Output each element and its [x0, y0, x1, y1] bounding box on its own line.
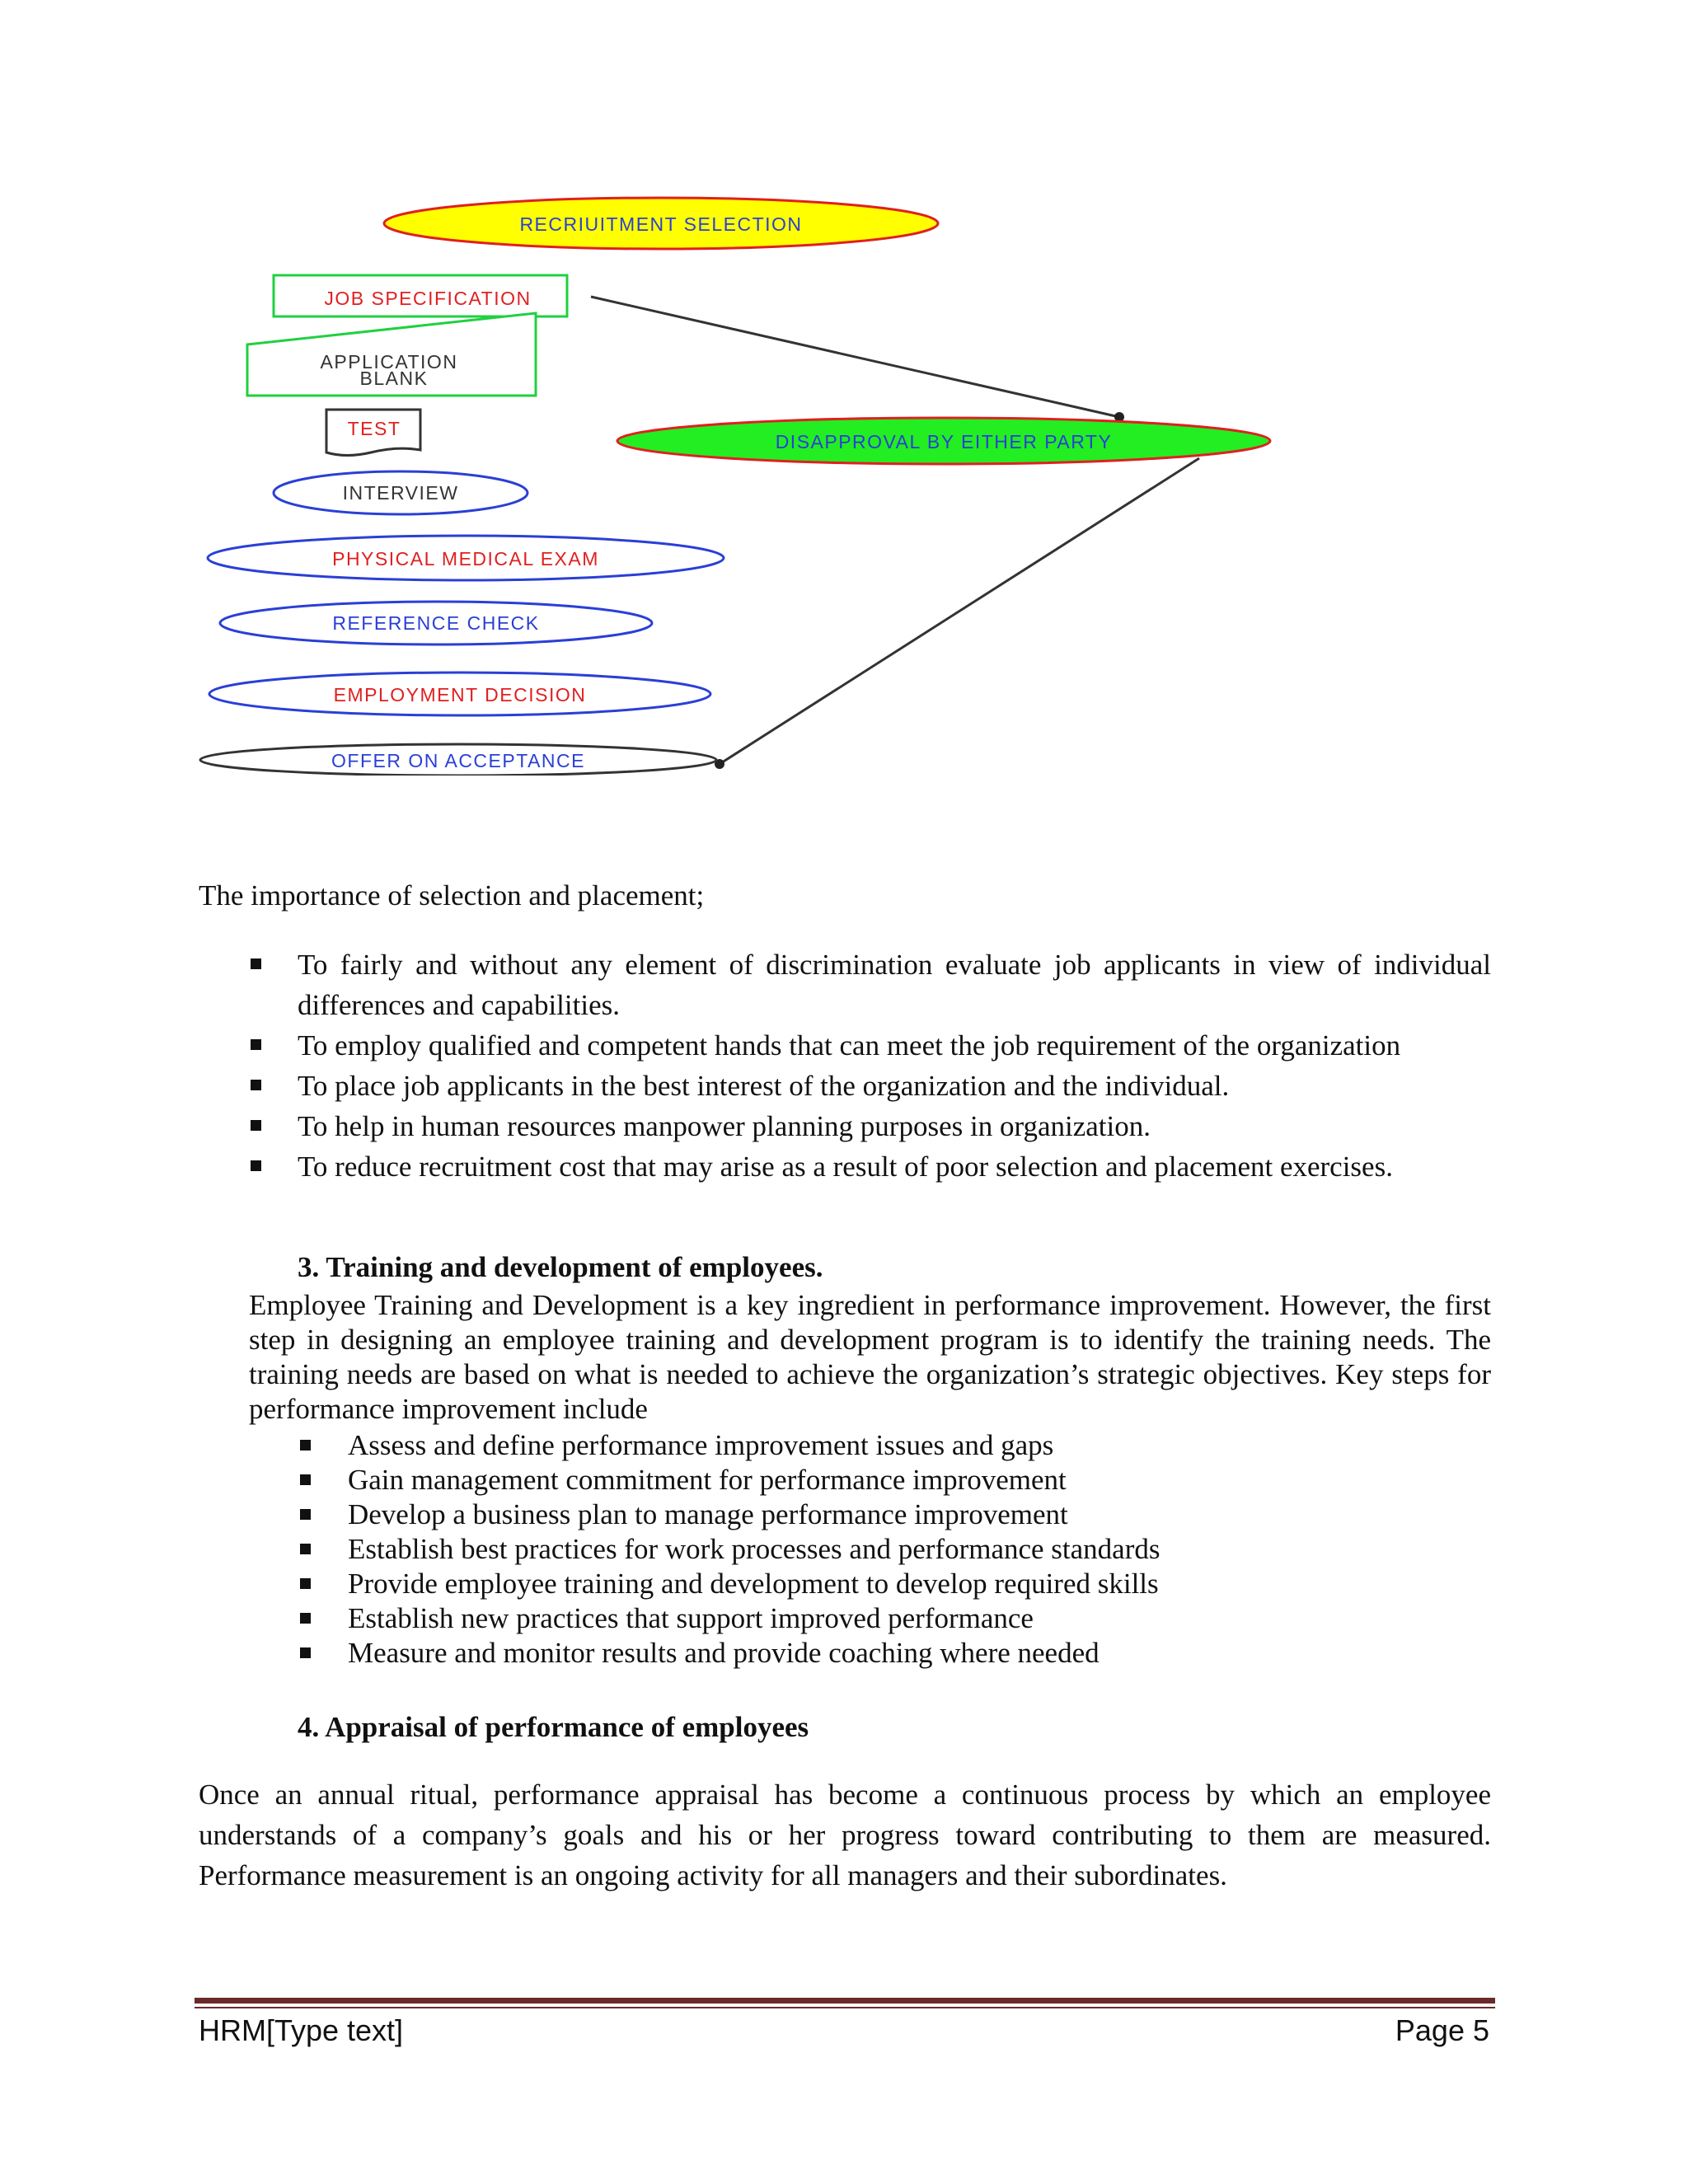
list-item-text: To help in human resources manpower planning purposes in organization. [298, 1110, 1151, 1142]
list-item [251, 1066, 1491, 1106]
list-item [251, 1106, 1491, 1146]
recruitment-selection-node [384, 198, 938, 249]
bullet-icon [300, 1474, 311, 1485]
footer-rule-thin [195, 2007, 1495, 2008]
list-item [300, 1532, 1454, 1567]
recruitment-selection-label: RECRIUITMENT SELECTION [519, 213, 803, 235]
training-paragraph: Employee Training and Development is a key ingredient in performance improvement. However, the first step in designing an employee training and development program is to identify the training needs. The training needs are based on what is needed to achieve the organization’s strategic objectives. Key steps for performance improvement include [249, 1289, 1491, 1425]
list-item-text: Assess and define performance improvement issues and gaps [348, 1429, 1054, 1461]
list-item-text: To reduce recruitment cost that may arise as a result of poor selection and placement exercises. [298, 1151, 1393, 1183]
list-item [300, 1636, 1454, 1671]
list-item [300, 1428, 1454, 1463]
disapproval-node [617, 418, 1270, 464]
employment-decision-node [209, 673, 710, 715]
list-item [300, 1601, 1454, 1636]
interview-label: INTERVIEW [342, 482, 459, 504]
interview-node [274, 471, 528, 514]
list-item-text: Provide employee training and development to develop required skills [348, 1568, 1159, 1600]
blank-label: BLANK [359, 368, 429, 389]
list-item-text: To place job applicants in the best interest of the organization and the individual. [298, 1070, 1230, 1102]
reference-check-label: REFERENCE CHECK [332, 612, 540, 634]
selection-intro: The importance of selection and placement; [199, 879, 705, 912]
disapproval-label: DISAPPROVAL BY EITHER PARTY [775, 431, 1113, 452]
list-item-text: Gain management commitment for performance improvement [348, 1464, 1067, 1496]
bullet-icon [300, 1578, 311, 1589]
list-item [300, 1497, 1454, 1532]
application-blank-node [247, 313, 536, 396]
employment-decision-label: EMPLOYMENT DECISION [333, 684, 587, 705]
physical-medical-exam-label: PHYSICAL MEDICAL EXAM [332, 548, 599, 569]
bullet-icon [300, 1440, 311, 1451]
footer-left-text: HRM[Type text] [199, 2013, 404, 2047]
test-label: TEST [347, 418, 401, 439]
bullet-icon [300, 1509, 311, 1520]
bullet-icon [251, 1039, 261, 1050]
connector-disapproval-to-offer [720, 458, 1199, 764]
bullet-icon [251, 1120, 261, 1131]
selection-bullet-list [251, 944, 1491, 1187]
list-item [251, 1025, 1491, 1066]
offer-on-acceptance-label: OFFER ON ACCEPTANCE [331, 750, 585, 771]
recruitment-selection-diagram [0, 0, 1688, 808]
offer-on-acceptance-node [190, 744, 734, 784]
bullet-icon [300, 1613, 311, 1624]
application-label: APPLICATION [320, 351, 458, 373]
bullet-icon [300, 1544, 311, 1554]
bullet-icon [251, 1080, 261, 1090]
list-item [251, 1146, 1491, 1187]
physical-medical-exam-node [208, 536, 724, 580]
list-item-text: Develop a business plan to manage performance improvement [348, 1498, 1068, 1530]
page-number: Page 5 [1395, 2013, 1489, 2047]
connector-job-spec-to-disapproval [591, 297, 1119, 417]
test-node [326, 410, 420, 456]
list-item-text: Establish best practices for work processes and performance standards [348, 1533, 1160, 1565]
reference-check-node [220, 602, 652, 644]
job-specification-label: JOB SPECIFICATION [324, 288, 532, 309]
list-item [300, 1463, 1454, 1497]
bullet-icon [251, 1160, 261, 1171]
footer-rule [195, 1998, 1495, 2004]
list-item-text: To fairly and without any element of discrimination evaluate job applicants in view of individual differences and capabilities. [298, 949, 1491, 1021]
job-specification-node [274, 275, 567, 316]
bullet-icon [300, 1647, 311, 1658]
training-bullet-list [300, 1428, 1454, 1671]
list-item [251, 944, 1491, 1025]
list-item-text: Measure and monitor results and provide coaching where needed [348, 1637, 1100, 1669]
training-heading: 3. Training and development of employees. [298, 1251, 823, 1283]
list-item-text: To employ qualified and competent hands that can meet the job requirement of the organization [298, 1029, 1401, 1062]
list-item [300, 1567, 1454, 1601]
appraisal-heading: 4. Appraisal of performance of employees [298, 1711, 809, 1743]
bullet-icon [251, 958, 261, 969]
appraisal-paragraph: Once an annual ritual, performance appraisal has become a continuous process by which an employee understands of a company’s goals and his or her progress toward contributing to them are measured. Performance measurement is an ongoing activity for all managers and their subordinates. [199, 1779, 1491, 1891]
list-item-text: Establish new practices that support improved performance [348, 1602, 1034, 1634]
